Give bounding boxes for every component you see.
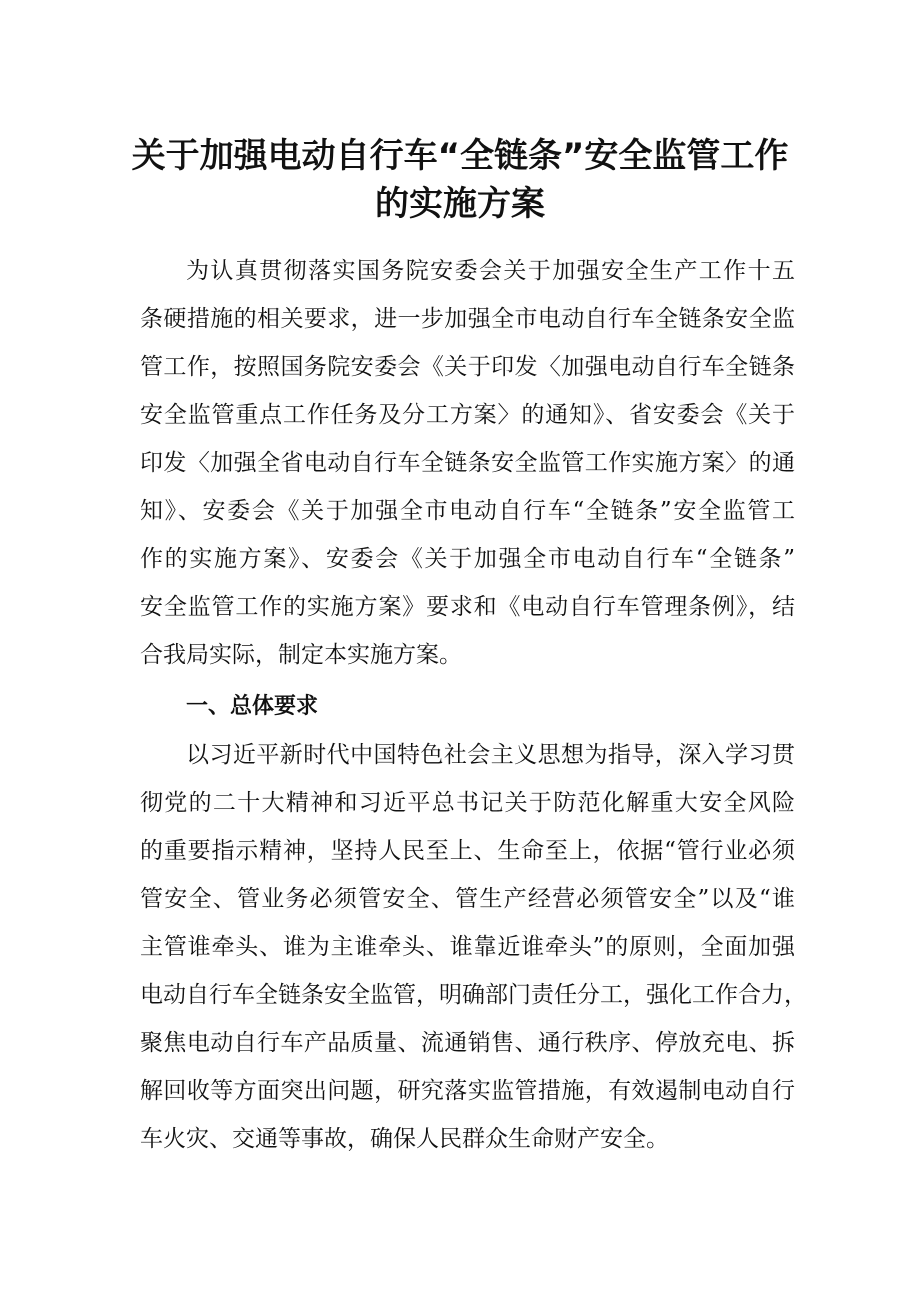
section-line: 彻党的二十大精神和习近平总书记关于防范化解重大安全风险 [140, 790, 795, 816]
document-title-line-2: 的实施方案 [375, 184, 545, 224]
section-line: 管安全、管业务必须管安全、管生产经营必须管安全”以及“谁 [140, 886, 795, 912]
intro-line: 安全监管重点工作任务及分工方案〉的通知》、省安委会《关于 [140, 402, 795, 428]
section-line: 解回收等方面突出问题，研究落实监管措施，有效遏制电动自行 [140, 1078, 795, 1104]
document-title-line-1: 关于加强电动自行车“全链条”安全监管工作 [131, 136, 789, 176]
intro-line: 条硬措施的相关要求，进一步加强全市电动自行车全链条安全监 [140, 306, 795, 332]
section-line: 聚焦电动自行车产品质量、流通销售、通行秩序、停放充电、拆 [140, 1030, 795, 1056]
intro-line: 管工作，按照国务院安委会《关于印发〈加强电动自行车全链条 [140, 354, 795, 380]
section-line: 的重要指示精神，坚持人民至上、生命至上，依据“管行业必须 [140, 838, 795, 864]
intro-line: 作的实施方案》、安委会《关于加强全市电动自行车“全链条” [140, 546, 795, 572]
section-line: 电动自行车全链条安全监管，明确部门责任分工，强化工作合力， [140, 982, 807, 1008]
intro-line: 安全监管工作的实施方案》要求和《电动自行车管理条例》，结 [140, 594, 795, 620]
intro-line: 合我局实际，制定本实施方案。 [140, 642, 462, 668]
section-heading: 一、总体要求 [186, 694, 319, 719]
intro-line: 印发〈加强全省电动自行车全链条安全监管工作实施方案〉的通 [140, 450, 795, 476]
section-line: 以习近平新时代中国特色社会主义思想为指导，深入学习贯 [186, 742, 795, 768]
intro-line: 为认真贯彻落实国务院安委会关于加强安全生产工作十五 [186, 258, 795, 284]
section-line: 主管谁牵头、谁为主谁牵头、谁靠近谁牵头”的原则，全面加强 [140, 934, 795, 960]
intro-line: 知》、安委会《关于加强全市电动自行车“全链条”安全监管工 [140, 498, 795, 524]
section-line: 车火灾、交通等事故，确保人民群众生命财产安全。 [140, 1126, 669, 1152]
